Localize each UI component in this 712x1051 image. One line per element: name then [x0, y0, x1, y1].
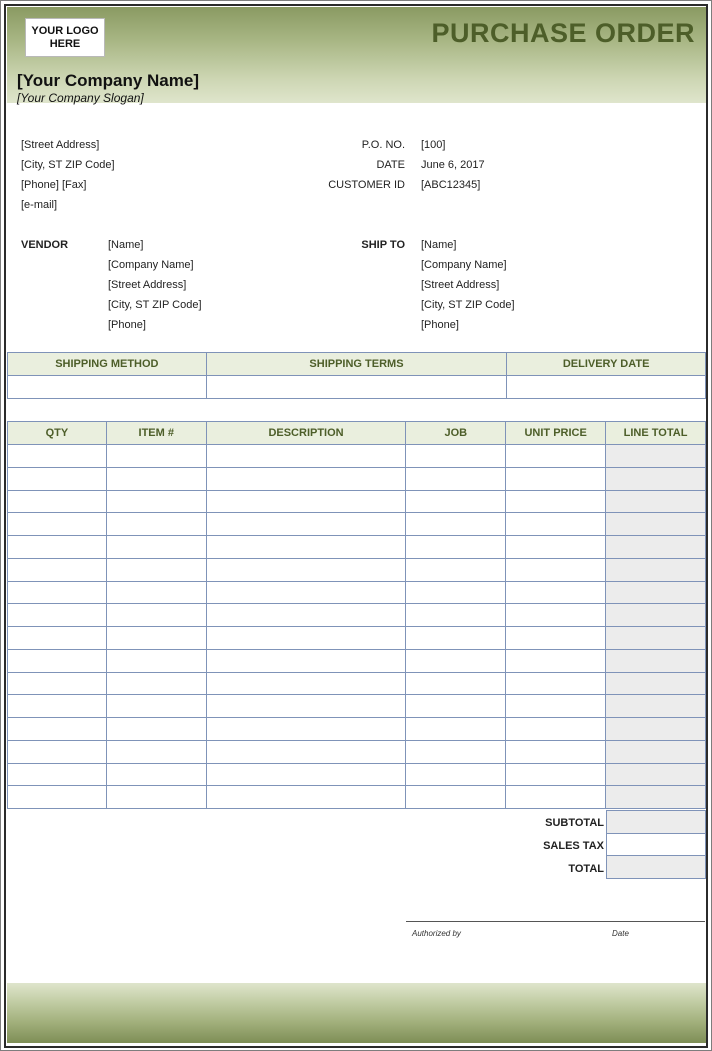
shipping-table — [7, 352, 706, 399]
line-total-cell[interactable] — [606, 695, 706, 718]
qty-cell[interactable] — [8, 695, 107, 718]
company-email[interactable]: [e-mail] — [21, 199, 58, 211]
unit-price-cell[interactable] — [506, 718, 606, 741]
table-row — [8, 740, 706, 763]
date-label: DATE — [376, 159, 405, 171]
line-total-cell[interactable] — [606, 558, 706, 581]
item-number-cell[interactable] — [106, 513, 206, 536]
description-cell[interactable] — [206, 627, 406, 650]
unit-price-cell[interactable] — [506, 695, 606, 718]
table-row — [8, 718, 706, 741]
company-street[interactable]: [Street Address] — [21, 139, 100, 151]
description-cell[interactable] — [206, 740, 406, 763]
table-row — [8, 695, 706, 718]
footer-band — [7, 983, 706, 1043]
item-number-cell[interactable] — [106, 695, 206, 718]
item-number-cell[interactable] — [106, 672, 206, 695]
company-phone-fax[interactable]: [Phone] [Fax] — [21, 179, 87, 191]
qty-cell[interactable] — [8, 536, 107, 559]
line-total-cell[interactable] — [606, 490, 706, 513]
description-cell[interactable] — [206, 558, 406, 581]
document-title: PURCHASE ORDER — [431, 18, 695, 48]
description-cell[interactable] — [206, 672, 406, 695]
description-cell[interactable] — [206, 649, 406, 672]
ship-to-street[interactable]: [Street Address] — [421, 279, 500, 291]
description-cell[interactable] — [206, 581, 406, 604]
qty-cell[interactable] — [8, 718, 107, 741]
qty-cell[interactable] — [8, 445, 107, 468]
items-body — [8, 445, 706, 809]
line-total-cell[interactable] — [606, 740, 706, 763]
job-cell[interactable] — [406, 763, 506, 786]
qty-cell[interactable] — [8, 786, 107, 809]
item-number-cell[interactable] — [106, 649, 206, 672]
total-label: TOTAL — [568, 863, 604, 875]
job-cell[interactable] — [406, 649, 506, 672]
item-number-cell[interactable] — [106, 445, 206, 468]
job-cell[interactable] — [406, 467, 506, 490]
job-cell[interactable] — [406, 695, 506, 718]
item-number-cell[interactable] — [106, 490, 206, 513]
line-total-cell[interactable] — [606, 786, 706, 809]
job-cell[interactable] — [406, 513, 506, 536]
items-table — [7, 421, 706, 809]
qty-cell[interactable] — [8, 763, 107, 786]
customer-id-value[interactable]: [ABC12345] — [421, 179, 481, 191]
company-slogan[interactable]: [Your Company Slogan] — [17, 91, 144, 105]
unit-price-cell[interactable] — [506, 581, 606, 604]
job-cell[interactable] — [406, 536, 506, 559]
unit-price-cell[interactable] — [506, 740, 606, 763]
signature-date-label: Date — [612, 929, 629, 938]
item-number-cell[interactable] — [106, 740, 206, 763]
qty-cell[interactable] — [8, 467, 107, 490]
table-row — [8, 467, 706, 490]
signature-line — [406, 921, 705, 922]
totals-table — [606, 810, 706, 879]
table-row — [8, 627, 706, 650]
job-cell[interactable] — [406, 672, 506, 695]
description-cell[interactable] — [206, 604, 406, 627]
job-cell[interactable] — [406, 786, 506, 809]
table-row — [8, 558, 706, 581]
authorized-by-label: Authorized by — [412, 929, 461, 938]
description-cell[interactable] — [206, 536, 406, 559]
line-total-cell[interactable] — [606, 718, 706, 741]
subtotal-cell[interactable] — [607, 811, 706, 834]
item-number-cell[interactable] — [106, 718, 206, 741]
ship-to-city[interactable]: [City, ST ZIP Code] — [421, 299, 515, 311]
job-cell[interactable] — [406, 558, 506, 581]
sales-tax-cell[interactable] — [607, 833, 706, 856]
table-row — [8, 604, 706, 627]
table-row — [8, 536, 706, 559]
item-number-header: ITEM # — [106, 422, 206, 445]
description-cell[interactable] — [206, 718, 406, 741]
shipping-value-row — [8, 376, 706, 399]
qty-cell[interactable] — [8, 604, 107, 627]
po-number-label: P.O. NO. — [361, 139, 405, 151]
job-cell[interactable] — [406, 604, 506, 627]
vendor-name[interactable]: [Name] — [108, 239, 144, 251]
item-number-cell[interactable] — [106, 627, 206, 650]
vendor-city[interactable]: [City, ST ZIP Code] — [108, 299, 202, 311]
job-cell[interactable] — [406, 581, 506, 604]
customer-id-label: CUSTOMER ID — [328, 179, 405, 191]
job-cell[interactable] — [406, 490, 506, 513]
ship-to-name[interactable]: [Name] — [421, 239, 457, 251]
qty-cell[interactable] — [8, 627, 107, 650]
delivery-date-cell[interactable] — [507, 376, 706, 399]
vendor-label: VENDOR — [21, 239, 69, 251]
logo-placeholder[interactable]: YOUR LOGO HERE — [25, 18, 105, 57]
unit-price-cell[interactable] — [506, 467, 606, 490]
qty-cell[interactable] — [8, 672, 107, 695]
qty-cell[interactable] — [8, 513, 107, 536]
line-total-header: LINE TOTAL — [606, 422, 706, 445]
description-cell[interactable] — [206, 786, 406, 809]
shipping-terms-cell[interactable] — [206, 376, 507, 399]
unit-price-cell[interactable] — [506, 786, 606, 809]
shipping-method-cell[interactable] — [8, 376, 207, 399]
item-number-cell[interactable] — [106, 467, 206, 490]
job-cell[interactable] — [406, 740, 506, 763]
unit-price-cell[interactable] — [506, 490, 606, 513]
table-row — [8, 513, 706, 536]
table-row — [8, 581, 706, 604]
sales-tax-label: SALES TAX — [543, 840, 604, 852]
qty-cell[interactable] — [8, 740, 107, 763]
description-cell[interactable] — [206, 490, 406, 513]
table-row — [8, 649, 706, 672]
vendor-street[interactable]: [Street Address] — [108, 279, 187, 291]
job-cell[interactable] — [406, 445, 506, 468]
line-total-cell[interactable] — [606, 627, 706, 650]
items-header-row — [8, 422, 706, 445]
shipping-header-row — [8, 353, 706, 376]
date-value[interactable]: June 6, 2017 — [421, 159, 485, 171]
description-cell[interactable] — [206, 513, 406, 536]
shipping-method-header: SHIPPING METHOD — [8, 353, 207, 376]
subtotal-label: SUBTOTAL — [545, 817, 604, 829]
ship-to-company[interactable]: [Company Name] — [421, 259, 507, 271]
unit-price-cell[interactable] — [506, 536, 606, 559]
qty-cell[interactable] — [8, 649, 107, 672]
unit-price-header: UNIT PRICE — [506, 422, 606, 445]
description-cell[interactable] — [206, 467, 406, 490]
unit-price-cell[interactable] — [506, 672, 606, 695]
qty-cell[interactable] — [8, 490, 107, 513]
company-city[interactable]: [City, ST ZIP Code] — [21, 159, 115, 171]
item-number-cell[interactable] — [106, 604, 206, 627]
line-total-cell[interactable] — [606, 513, 706, 536]
ship-to-phone[interactable]: [Phone] — [421, 319, 459, 331]
job-cell[interactable] — [406, 718, 506, 741]
line-total-cell[interactable] — [606, 536, 706, 559]
line-total-cell[interactable] — [606, 581, 706, 604]
item-number-cell[interactable] — [106, 558, 206, 581]
unit-price-cell[interactable] — [506, 445, 606, 468]
job-header: JOB — [406, 422, 506, 445]
qty-cell[interactable] — [8, 558, 107, 581]
po-number-value[interactable]: [100] — [421, 139, 446, 151]
unit-price-cell[interactable] — [506, 763, 606, 786]
description-cell[interactable] — [206, 695, 406, 718]
item-number-cell[interactable] — [106, 581, 206, 604]
company-name[interactable]: [Your Company Name] — [17, 71, 199, 90]
line-total-cell[interactable] — [606, 763, 706, 786]
item-number-cell[interactable] — [106, 763, 206, 786]
unit-price-cell[interactable] — [506, 627, 606, 650]
item-number-cell[interactable] — [106, 786, 206, 809]
unit-price-cell[interactable] — [506, 649, 606, 672]
line-total-cell[interactable] — [606, 672, 706, 695]
vendor-phone[interactable]: [Phone] — [108, 319, 146, 331]
table-row — [8, 445, 706, 468]
unit-price-cell[interactable] — [506, 513, 606, 536]
qty-header: QTY — [8, 422, 107, 445]
line-total-cell[interactable] — [606, 445, 706, 468]
line-total-cell[interactable] — [606, 604, 706, 627]
job-cell[interactable] — [406, 627, 506, 650]
delivery-date-header: DELIVERY DATE — [507, 353, 706, 376]
vendor-company[interactable]: [Company Name] — [108, 259, 194, 271]
description-cell[interactable] — [206, 445, 406, 468]
shipping-terms-header: SHIPPING TERMS — [206, 353, 507, 376]
table-row — [8, 490, 706, 513]
ship-to-label: SHIP TO — [361, 239, 405, 251]
unit-price-cell[interactable] — [506, 604, 606, 627]
qty-cell[interactable] — [8, 581, 107, 604]
description-cell[interactable] — [206, 763, 406, 786]
total-cell[interactable] — [607, 856, 706, 879]
table-row — [8, 763, 706, 786]
item-number-cell[interactable] — [106, 536, 206, 559]
line-total-cell[interactable] — [606, 467, 706, 490]
table-row — [8, 672, 706, 695]
table-row — [8, 786, 706, 809]
line-total-cell[interactable] — [606, 649, 706, 672]
unit-price-cell[interactable] — [506, 558, 606, 581]
description-header: DESCRIPTION — [206, 422, 406, 445]
